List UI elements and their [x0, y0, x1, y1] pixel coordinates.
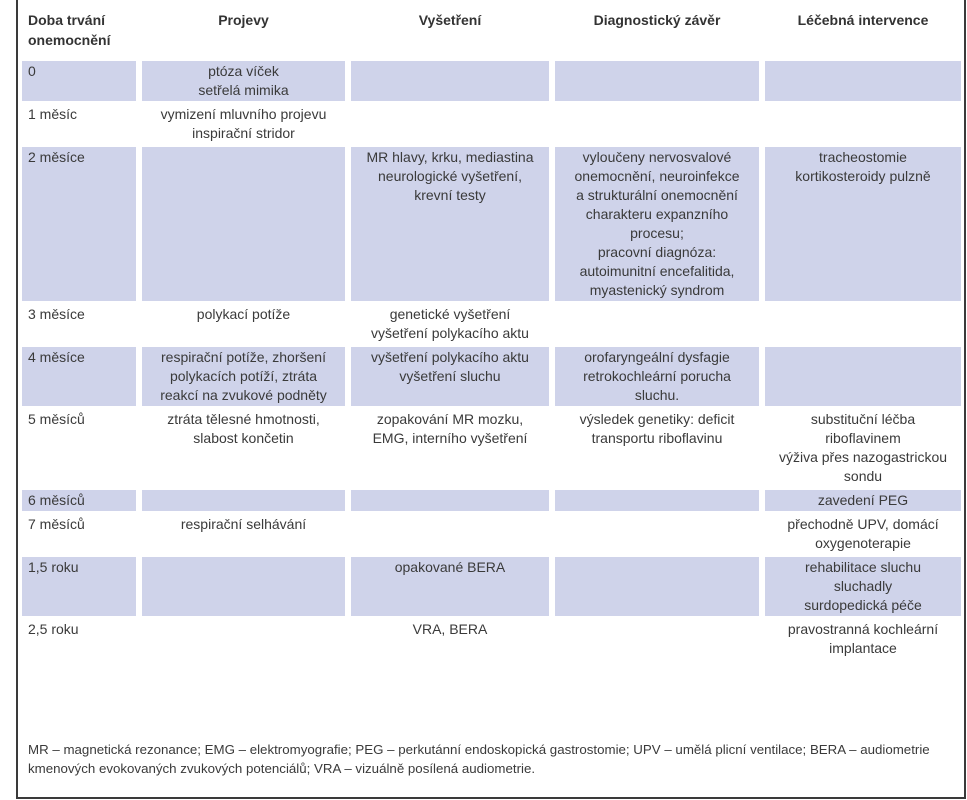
- treatment-cell: zavedení PEG: [765, 490, 961, 511]
- treatment-cell: pravostranná kochleární implantace: [787, 621, 939, 656]
- treatment-cell: přechodně UPV, domácí oxygenoterapie: [787, 516, 939, 551]
- duration-cell: 2,5 roku: [28, 621, 79, 637]
- diagnosis-cell: orofaryngeální dysfagie retrokochleární porucha sluchu.: [555, 347, 759, 406]
- diagnosis-cell: [555, 304, 759, 344]
- treatment-cell: [765, 304, 961, 344]
- symptoms-cell: polykací potíže: [196, 306, 291, 322]
- duration-cell: 6 měsíců: [22, 490, 136, 511]
- symptoms-cell: [142, 147, 345, 301]
- treatment-cell: rehabilitace sluchu sluchadly surdopedická péče: [765, 557, 961, 616]
- exam-cell: [351, 514, 549, 554]
- exam-cell: zopakování MR mozku, EMG, interního vyšetření: [372, 411, 528, 446]
- diagnosis-cell: [555, 619, 759, 659]
- duration-cell: 5 měsíců: [28, 411, 85, 427]
- diagnosis-cell: [555, 490, 759, 511]
- diagnosis-cell: [555, 557, 759, 616]
- duration-cell: 1 měsíc: [28, 106, 78, 122]
- exam-cell: vyšetření polykacího aktu vyšetření sluchu: [351, 347, 549, 406]
- symptoms-cell: [142, 619, 345, 659]
- symptoms-cell: [142, 490, 345, 511]
- symptoms-cell: ztráta tělesné hmotnosti, slabost končetin: [167, 411, 320, 446]
- symptoms-cell: vymizení mluvního projevu inspirační stridor: [160, 106, 327, 141]
- duration-cell: 0: [22, 61, 136, 101]
- duration-cell: 1,5 roku: [22, 557, 136, 616]
- duration-cell: 3 měsíce: [28, 306, 85, 322]
- diagnosis-cell: [555, 104, 759, 144]
- treatment-cell: [765, 104, 961, 144]
- exam-cell: [351, 61, 549, 101]
- exam-cell: [351, 490, 549, 511]
- header-exam: Vyšetření: [418, 12, 482, 28]
- symptoms-cell: respirační selhávání: [180, 516, 307, 532]
- diagnosis-cell: výsledek genetiky: deficit transportu riboflavinu: [579, 411, 735, 446]
- exam-cell: VRA, BERA: [412, 621, 488, 637]
- exam-cell: genetické vyšetření vyšetření polykacího aktu: [371, 306, 529, 341]
- duration-cell: 2 měsíce: [22, 147, 136, 301]
- header-symptoms: Projevy: [218, 12, 269, 28]
- header-diagnosis: Diagnostický závěr: [593, 12, 721, 28]
- symptoms-cell: [142, 557, 345, 616]
- symptoms-cell: ptóza víček setřelá mimika: [142, 61, 345, 101]
- abbreviation-legend: MR – magnetická rezonance; EMG – elektromyografie; PEG – perkutánní endoskopická gastrostomie; UPV – umělá plicní ventilace; BERA – audiometrie kmenových evokovaných zvukových potenciálů; VRA – vizuálně posílená audiometrie.: [28, 742, 930, 776]
- duration-cell: 4 měsíce: [22, 347, 136, 406]
- header-treatment: Léčebná intervence: [797, 12, 929, 28]
- duration-cell: 7 měsíců: [28, 516, 85, 532]
- symptoms-cell: respirační potíže, zhoršení polykacích potíží, ztráta reakcí na zvukové podněty: [142, 347, 345, 406]
- header-duration: Doba trvání onemocnění: [28, 12, 111, 48]
- treatment-cell: substituční léčba riboflavinem výživa přes nazogastrickou sondu: [778, 411, 948, 484]
- exam-cell: MR hlavy, krku, mediastina neurologické vyšetření, krevní testy: [351, 147, 549, 301]
- treatment-cell: [765, 347, 961, 406]
- exam-cell: opakované BERA: [351, 557, 549, 616]
- diagnosis-cell: vyloučeny nervosvalové onemocnění, neuroinfekce a strukturální onemocnění charakteru expanzního procesu; pracovní diagnóza: autoimunitní encefalitida, myastenický syndrom: [555, 147, 759, 301]
- treatment-cell: [765, 61, 961, 101]
- diagnosis-cell: [555, 514, 759, 554]
- treatment-cell: tracheostomie kortikosteroidy pulzně: [765, 147, 961, 301]
- exam-cell: [351, 104, 549, 144]
- timeline-table: [22, 6, 961, 659]
- diagnosis-cell: [555, 61, 759, 101]
